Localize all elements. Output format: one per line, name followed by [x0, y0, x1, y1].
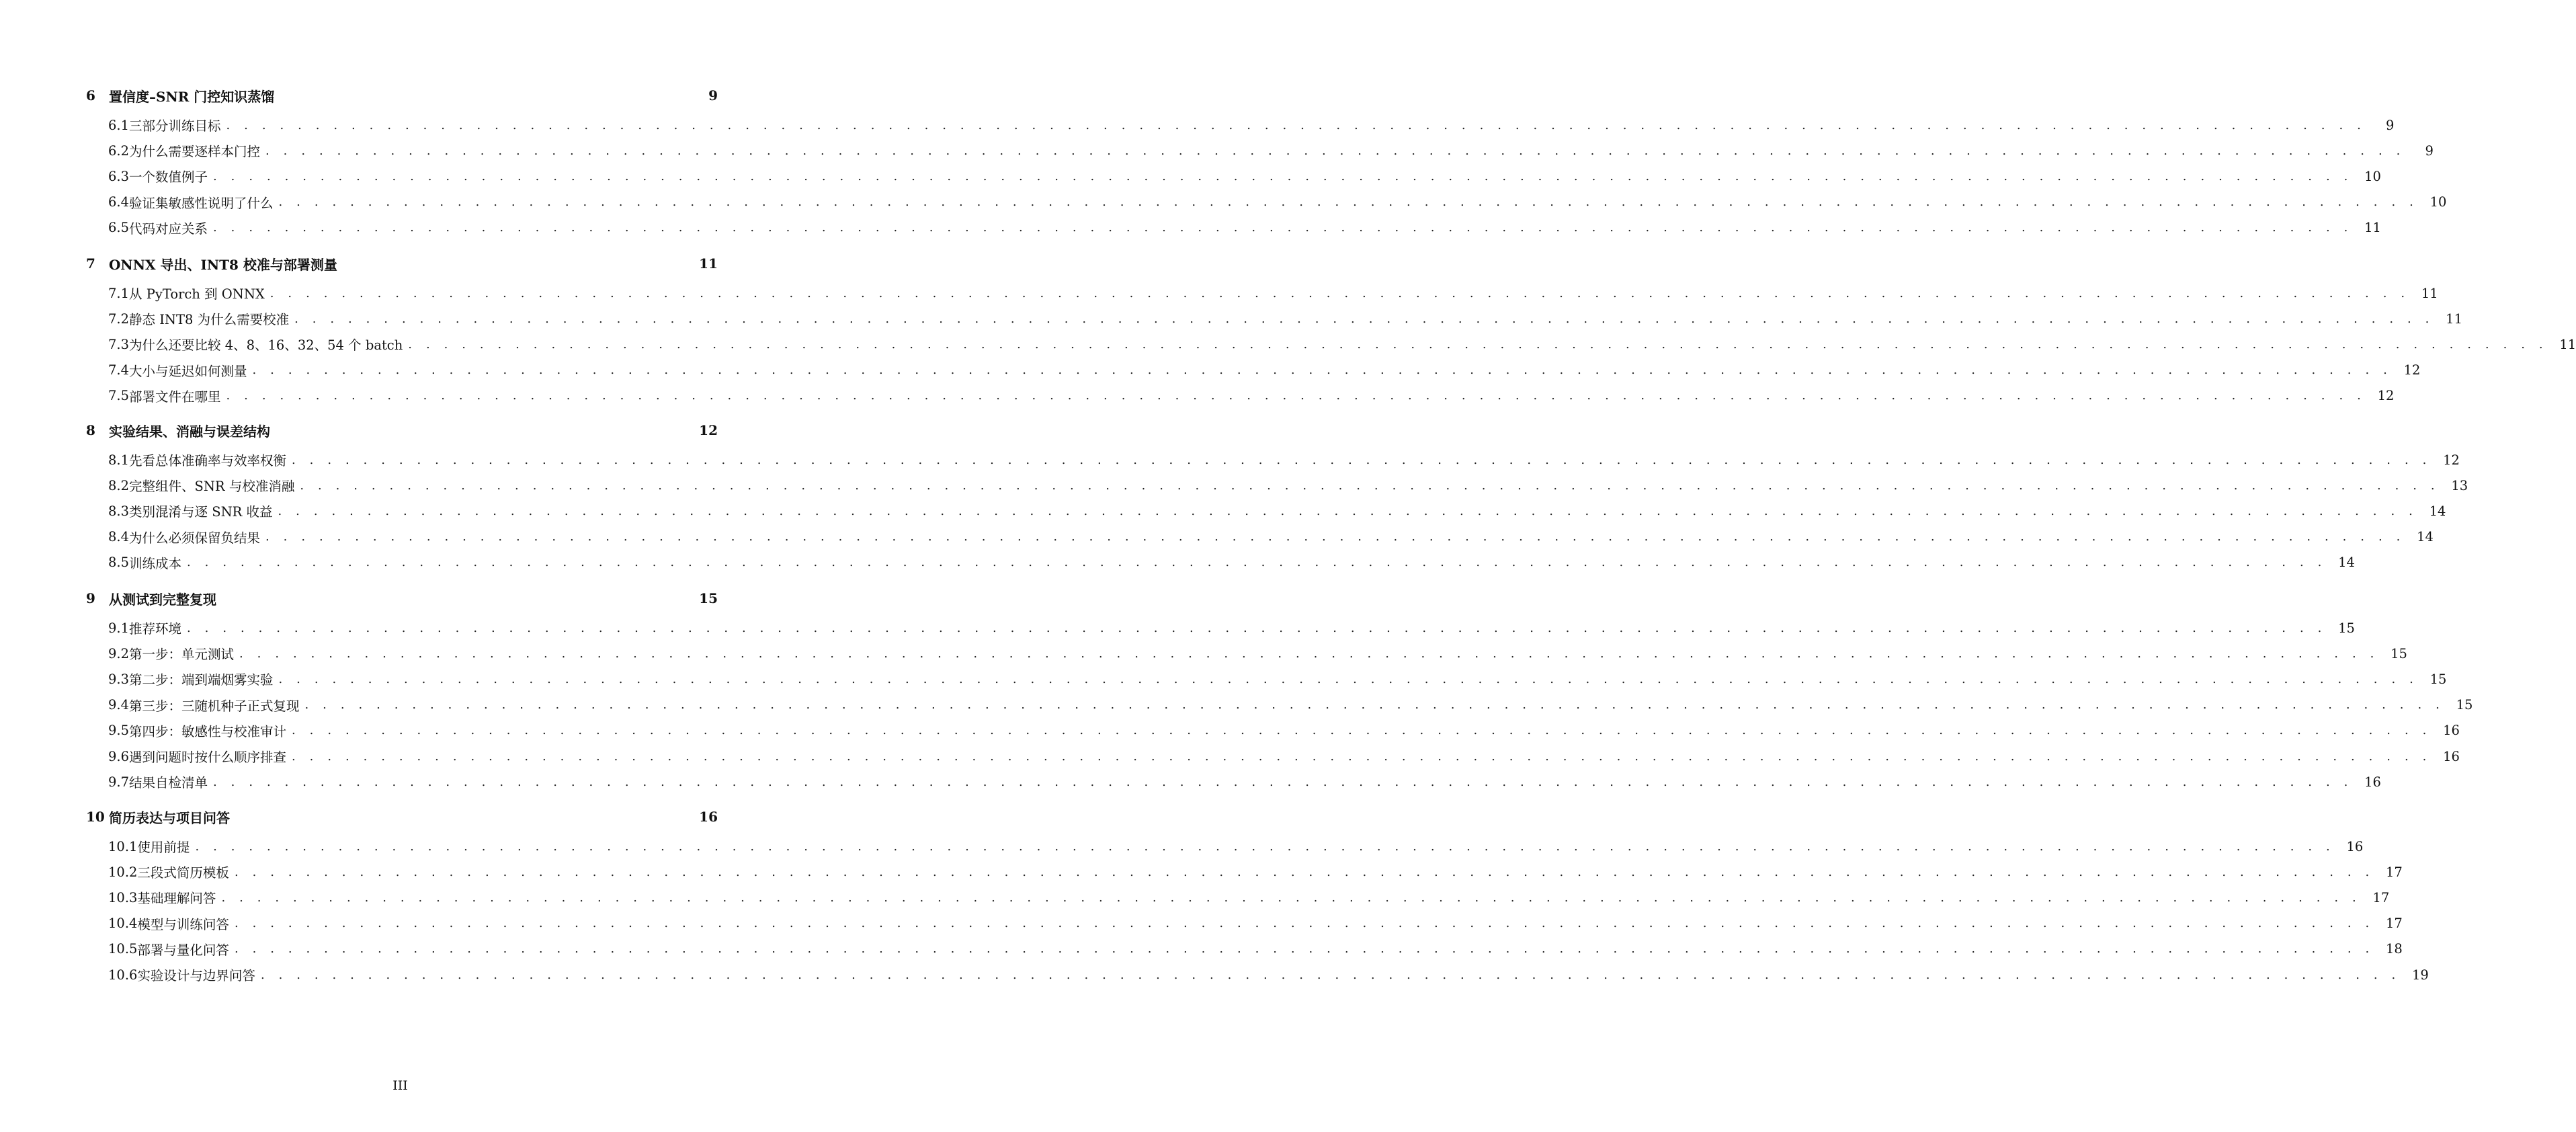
dot-leader: . . . . . . . . . . . . . . . . . . . . . . . . . . . . . . . . . . . . . . . . . . . . . . . . . . . . . . . . . . . . . . . . . . . . . . . . . . . . . . . . . . . . . . . . . . . . . . . . . . . . . . . . . . . . . . . . . . . . . . . .: [278, 672, 2419, 686]
toc-section-title: 从测试到完整复现: [109, 591, 216, 608]
toc-subsection-title: 第二步：端到端烟雾实验: [129, 672, 274, 688]
toc-subsection-title: 基础理解问答: [137, 891, 216, 907]
toc-subsection-title: 推荐环境: [129, 621, 182, 637]
toc-subsection-page: 16: [2364, 774, 2381, 790]
toc-subsection-number: 7.4: [108, 362, 130, 378]
toc-subsection-6.2[interactable]: [108, 140, 2434, 161]
toc-subsection-title: 为什么需要逐样本门控: [129, 144, 261, 160]
toc-section-7[interactable]: [86, 253, 718, 274]
dot-leader: . . . . . . . . . . . . . . . . . . . . . . . . . . . . . . . . . . . . . . . . . . . . . . . . . . . . . . . . . . . . . . . . . . . . . . . . . . . . . . . . . . . . . . . . . . . . . . . . . . . . . . . . . . . . . . . . . . . . . . . .: [239, 646, 2379, 661]
toc-subsection-9.5[interactable]: [108, 720, 2460, 741]
toc-subsection-title: 遇到问题时按什么顺序排查: [129, 750, 287, 765]
toc-section-number: 10: [86, 809, 105, 825]
toc-section-title: 置信度–SNR 门控知识蒸馏: [109, 88, 275, 105]
toc-subsection-page: 17: [2372, 889, 2390, 905]
toc-subsection-title: 先看总体准确率与效率权衡: [129, 453, 287, 469]
dot-leader: . . . . . . . . . . . . . . . . . . . . . . . . . . . . . . . . . . . . . . . . . . . . . . . . . . . . . . . . . . . . . . . . . . . . . . . . . . . . . . . . . . . . . . . . . . . . . . . . . . . . . . . . . . . . . . . . . . . . . . . .: [213, 774, 2353, 789]
toc-subsection-page: 14: [2338, 555, 2355, 571]
toc-subsection-title: 第三步：三随机种子正式复现: [129, 698, 300, 714]
toc-section-8[interactable]: [86, 419, 718, 441]
toc-subsection-7.4[interactable]: [108, 360, 2421, 381]
toc-subsection-page: 15: [2429, 671, 2447, 687]
dot-leader: . . . . . . . . . . . . . . . . . . . . . . . . . . . . . . . . . . . . . . . . . . . . . . . . . . . . . . . . . . . . . . . . . . . . . . . . . . . . . . . . . . . . . . . . . . . . . . . . . . . . . . . . . . . . . . . . . . . . . . . .: [294, 311, 2434, 326]
toc-subsection-9.3[interactable]: [108, 668, 2447, 690]
toc-subsection-title: 训练成本: [129, 555, 182, 571]
dot-leader: . . . . . . . . . . . . . . . . . . . . . . . . . . . . . . . . . . . . . . . . . . . . . . . . . . . . . . . . . . . . . . . . . . . . . . . . . . . . . . . . . . . . . . . . . . . . . . . . . . . . . . . . . . . . . . . . . . . . . . . .: [226, 118, 2366, 132]
toc-subsection-9.2[interactable]: [108, 643, 2407, 664]
toc-subsection-page: 17: [2386, 864, 2403, 880]
dot-leader: . . . . . . . . . . . . . . . . . . . . . . . . . . . . . . . . . . . . . . . . . . . . . . . . . . . . . . . . . . . . . . . . . . . . . . . . . . . . . . . . . . . . . . . . . . . . . . . . . . . . . . . . . . . . . . . . . . . . . . . .: [260, 967, 2401, 982]
toc-subsection-8.4[interactable]: [108, 526, 2434, 548]
toc-section-page: 12: [699, 422, 718, 438]
toc-subsection-number: 9.4: [108, 697, 130, 713]
toc-subsection-page: 16: [2346, 838, 2364, 854]
toc-subsection-8.2[interactable]: [108, 475, 2468, 496]
toc-subsection-page: 9: [2425, 143, 2434, 159]
toc-subsection-page: 10: [2429, 194, 2447, 210]
toc-subsection-page: 11: [2364, 220, 2381, 236]
toc-subsection-page: 16: [2443, 748, 2460, 764]
toc-subsection-title: 使用前提: [137, 840, 190, 855]
dot-leader: . . . . . . . . . . . . . . . . . . . . . . . . . . . . . . . . . . . . . . . . . . . . . . . . . . . . . . . . . . . . . . . . . . . . . . . . . . . . . . . . . . . . . . . . . . . . . . . . . . . . . . . . . . . . . . . . . . . . . . . .: [292, 723, 2432, 738]
toc-subsection-title: 部署文件在哪里: [129, 389, 221, 405]
toc-section-number: 6: [86, 87, 95, 104]
toc-subsection-title: 为什么必须保留负结果: [129, 530, 261, 546]
toc-subsection-7.3[interactable]: [108, 333, 2576, 355]
toc-subsection-8.3[interactable]: [108, 500, 2446, 522]
toc-subsection-6.3[interactable]: [108, 165, 2381, 187]
toc-subsection-number: 8.2: [108, 477, 130, 493]
toc-subsection-number: 7.5: [108, 388, 130, 404]
toc-subsection-number: 9.3: [108, 671, 130, 687]
toc-section-page: 11: [699, 255, 718, 272]
toc-subsection-number: 6.1: [108, 117, 130, 133]
toc-subsection-title: 类别混淆与逐 SNR 收益: [129, 504, 273, 520]
toc-subsection-number: 9.2: [108, 645, 130, 661]
toc-section-page: 16: [699, 809, 718, 825]
toc-subsection-number: 6.4: [108, 194, 130, 210]
toc-subsection-page: 14: [2417, 529, 2434, 545]
toc-section-page: 15: [699, 590, 718, 606]
toc-subsection-number: 9.7: [108, 774, 130, 790]
dot-leader: . . . . . . . . . . . . . . . . . . . . . . . . . . . . . . . . . . . . . . . . . . . . . . . . . . . . . . . . . . . . . . . . . . . . . . . . . . . . . . . . . . . . . . . . . . . . . . . . . . . . . . . . . . . . . . . . . . . . . . . .: [265, 530, 2405, 544]
toc-subsection-title: 第一步：单元测试: [129, 647, 235, 663]
toc-subsection-title: 三部分训练目标: [129, 118, 221, 134]
toc-subsection-title: 部署与量化问答: [137, 942, 229, 958]
dot-leader: . . . . . . . . . . . . . . . . . . . . . . . . . . . . . . . . . . . . . . . . . . . . . . . . . . . . . . . . . . . . . . . . . . . . . . . . . . . . . . . . . . . . . . . . . . . . . . . . . . . . . . . . . . . . . . . . . . . . . . . .: [278, 503, 2418, 518]
toc-section-number: 7: [86, 255, 95, 272]
toc-subsection-page: 11: [2421, 285, 2438, 301]
toc-subsection-page: 10: [2364, 168, 2381, 184]
dot-leader: . . . . . . . . . . . . . . . . . . . . . . . . . . . . . . . . . . . . . . . . . . . . . . . . . . . . . . . . . . . . . . . . . . . . . . . . . . . . . . . . . . . . . . . . . . . . . . . . . . . . . . . . . . . . . . . . . . . . . . . .: [187, 555, 2327, 570]
toc-subsection-6.4[interactable]: [108, 192, 2447, 213]
toc-subsection-title: 模型与训练问答: [137, 916, 229, 932]
dot-leader: . . . . . . . . . . . . . . . . . . . . . . . . . . . . . . . . . . . . . . . . . . . . . . . . . . . . . . . . . . . . . . . . . . . . . . . . . . . . . . . . . . . . . . . . . . . . . . . . . . . . . . . . . . . . . . . . . . . . . . . .: [300, 478, 2440, 493]
toc-subsection-number: 8.1: [108, 452, 130, 468]
toc-section-6[interactable]: [86, 85, 718, 106]
toc-subsection-6.1[interactable]: [108, 114, 2395, 136]
toc-subsection-title: 验证集敏感性说明了什么: [129, 195, 274, 211]
dot-leader: . . . . . . . . . . . . . . . . . . . . . . . . . . . . . . . . . . . . . . . . . . . . . . . . . . . . . . . . . . . . . . . . . . . . . . . . . . . . . . . . . . . . . . . . . . . . . . . . . . . . . . . . . . . . . . . . . . . . . . . .: [234, 916, 2374, 931]
toc-subsection-page: 15: [2338, 620, 2355, 636]
toc-section-title: ONNX 导出、INT8 校准与部署测量: [109, 256, 337, 273]
toc-section-title: 实验结果、消融与误差结构: [109, 423, 270, 440]
toc-subsection-page: 11: [2446, 311, 2462, 327]
toc-section-number: 8: [86, 422, 95, 438]
toc-subsection-number: 6.2: [108, 143, 130, 159]
dot-leader: . . . . . . . . . . . . . . . . . . . . . . . . . . . . . . . . . . . . . . . . . . . . . . . . . . . . . . . . . . . . . . . . . . . . . . . . . . . . . . . . . . . . . . . . . . . . . . . . . . . . . . . . . . . . . . . . . . . . . . . .: [269, 286, 2410, 300]
dot-leader: . . . . . . . . . . . . . . . . . . . . . . . . . . . . . . . . . . . . . . . . . . . . . . . . . . . . . . . . . . . . . . . . . . . . . . . . . . . . . . . . . . . . . . . . . . . . . . . . . . . . . . . . . . . . . . . . . . . . . . . .: [252, 363, 2393, 378]
toc-subsection-number: 9.1: [108, 620, 130, 636]
toc-subsection-10.5[interactable]: [108, 938, 2403, 960]
toc-subsection-page: 15: [2391, 645, 2407, 661]
toc-subsection-title: 结果自检清单: [129, 775, 208, 791]
toc-subsection-title: 代码对应关系: [129, 220, 208, 237]
toc-subsection-6.5[interactable]: [108, 217, 2381, 239]
toc-subsection-title: 三段式简历模板: [137, 865, 229, 881]
toc-subsection-10.4[interactable]: [108, 913, 2403, 934]
toc-subsection-8.1[interactable]: [108, 449, 2460, 471]
toc-subsection-number: 9.6: [108, 748, 130, 764]
toc-subsection-page: 17: [2386, 916, 2403, 932]
toc-section-title: 简历表达与项目问答: [109, 809, 230, 826]
toc-subsection-9.4[interactable]: [108, 694, 2473, 716]
toc-subsection-page: 18: [2386, 941, 2403, 957]
toc-subsection-9.7[interactable]: [108, 771, 2381, 793]
dot-leader: . . . . . . . . . . . . . . . . . . . . . . . . . . . . . . . . . . . . . . . . . . . . . . . . . . . . . . . . . . . . . . . . . . . . . . . . . . . . . . . . . . . . . . . . . . . . . . . . . . . . . . . . . . . . . . . . . . . . . . . .: [292, 749, 2432, 764]
toc-subsection-title: 一个数值例子: [129, 169, 208, 186]
toc-subsection-page: 19: [2412, 967, 2429, 983]
toc-subsection-page: 12: [2377, 388, 2395, 404]
toc-subsection-number: 6.3: [108, 168, 130, 184]
toc-section-number: 9: [86, 590, 95, 606]
toc-subsection-number: 10.5: [108, 941, 138, 957]
toc-subsection-number: 8.4: [108, 529, 130, 545]
dot-leader: . . . . . . . . . . . . . . . . . . . . . . . . . . . . . . . . . . . . . . . . . . . . . . . . . . . . . . . . . . . . . . . . . . . . . . . . . . . . . . . . . . . . . . . . . . . . . . . . . . . . . . . . . . . . . . . . . . . . . . . .: [304, 698, 2445, 713]
toc-subsection-number: 7.2: [108, 311, 130, 327]
dot-leader: . . . . . . . . . . . . . . . . . . . . . . . . . . . . . . . . . . . . . . . . . . . . . . . . . . . . . . . . . . . . . . . . . . . . . . . . . . . . . . . . . . . . . . . . . . . . . . . . . . . . . . . . . . . . . . . . . . . . . . . .: [234, 864, 2374, 879]
toc-subsection-number: 10.6: [108, 967, 138, 983]
toc-subsection-title: 从 PyTorch 到 ONNX: [129, 286, 265, 302]
toc-subsection-page: 12: [2443, 452, 2460, 468]
toc-subsection-title: 静态 INT8 为什么需要校准: [129, 312, 290, 328]
toc-subsection-page: 15: [2456, 697, 2473, 713]
toc-subsection-number: 8.5: [108, 555, 130, 571]
toc-section-10[interactable]: [86, 806, 718, 827]
dot-leader: . . . . . . . . . . . . . . . . . . . . . . . . . . . . . . . . . . . . . . . . . . . . . . . . . . . . . . . . . . . . . . . . . . . . . . . . . . . . . . . . . . . . . . . . . . . . . . . . . . . . . . . . . . . . . . . . . . . . . . . .: [213, 169, 2353, 184]
toc-subsection-page: 13: [2451, 477, 2468, 493]
dot-leader: . . . . . . . . . . . . . . . . . . . . . . . . . . . . . . . . . . . . . . . . . . . . . . . . . . . . . . . . . . . . . . . . . . . . . . . . . . . . . . . . . . . . . . . . . . . . . . . . . . . . . . . . . . . . . . . . . . . . . . . .: [234, 942, 2374, 957]
toc-subsection-7.2[interactable]: [108, 308, 2462, 329]
toc-subsection-number: 9.5: [108, 723, 130, 739]
toc-subsection-7.5[interactable]: [108, 385, 2395, 407]
toc-subsection-title: 第四步：敏感性与校准审计: [129, 723, 287, 739]
toc-subsection-8.5[interactable]: [108, 552, 2355, 573]
toc-subsection-7.1[interactable]: [108, 282, 2438, 304]
dot-leader: . . . . . . . . . . . . . . . . . . . . . . . . . . . . . . . . . . . . . . . . . . . . . . . . . . . . . . . . . . . . . . . . . . . . . . . . . . . . . . . . . . . . . . . . . . . . . . . . . . . . . . . . . . . . . . . . . . . . . . . .: [292, 452, 2432, 467]
toc-section-page: 9: [708, 87, 718, 104]
toc-subsection-page: 11: [2559, 336, 2576, 352]
dot-leader: . . . . . . . . . . . . . . . . . . . . . . . . . . . . . . . . . . . . . . . . . . . . . . . . . . . . . . . . . . . . . . . . . . . . . . . . . . . . . . . . . . . . . . . . . . . . . . . . . . . . . . . . . . . . . . . . . . . . . . . .: [226, 389, 2366, 403]
toc-subsection-title: 大小与延迟如何测量: [129, 363, 247, 379]
toc-subsection-page: 16: [2443, 723, 2460, 739]
toc-subsection-page: 12: [2403, 362, 2421, 378]
toc-section-9[interactable]: [86, 588, 718, 609]
toc-subsection-number: 10.4: [108, 916, 138, 932]
toc-subsection-number: 10.2: [108, 864, 138, 880]
toc-subsection-9.6[interactable]: [108, 745, 2460, 767]
page-number-footer: III: [392, 1078, 408, 1093]
toc-subsection-number: 7.3: [108, 336, 130, 352]
toc-subsection-10.1[interactable]: [108, 836, 2364, 857]
dot-leader: . . . . . . . . . . . . . . . . . . . . . . . . . . . . . . . . . . . . . . . . . . . . . . . . . . . . . . . . . . . . . . . . . . . . . . . . . . . . . . . . . . . . . . . . . . . . . . . . . . . . . . . . . . . . . . . . . . . . . . . .: [408, 337, 2548, 352]
dot-leader: . . . . . . . . . . . . . . . . . . . . . . . . . . . . . . . . . . . . . . . . . . . . . . . . . . . . . . . . . . . . . . . . . . . . . . . . . . . . . . . . . . . . . . . . . . . . . . . . . . . . . . . . . . . . . . . . . . . . . . . .: [265, 143, 2405, 158]
toc-subsection-9.1[interactable]: [108, 617, 2355, 639]
dot-leader: . . . . . . . . . . . . . . . . . . . . . . . . . . . . . . . . . . . . . . . . . . . . . . . . . . . . . . . . . . . . . . . . . . . . . . . . . . . . . . . . . . . . . . . . . . . . . . . . . . . . . . . . . . . . . . . . . . . . . . . .: [278, 195, 2419, 210]
toc-subsection-page: 14: [2429, 503, 2446, 519]
toc-subsection-number: 6.5: [108, 220, 130, 236]
toc-subsection-title: 为什么还要比较 4、8、16、32、54 个 batch: [129, 337, 403, 354]
toc-subsection-page: 9: [2386, 117, 2395, 133]
toc-subsection-title: 实验设计与边界问答: [137, 968, 255, 983]
toc-subsection-title: 完整组件、SNR 与校准消融: [129, 479, 295, 495]
dot-leader: . . . . . . . . . . . . . . . . . . . . . . . . . . . . . . . . . . . . . . . . . . . . . . . . . . . . . . . . . . . . . . . . . . . . . . . . . . . . . . . . . . . . . . . . . . . . . . . . . . . . . . . . . . . . . . . . . . . . . . . .: [187, 620, 2327, 635]
dot-leader: . . . . . . . . . . . . . . . . . . . . . . . . . . . . . . . . . . . . . . . . . . . . . . . . . . . . . . . . . . . . . . . . . . . . . . . . . . . . . . . . . . . . . . . . . . . . . . . . . . . . . . . . . . . . . . . . . . . . . . . .: [195, 839, 2335, 854]
toc-subsection-10.2[interactable]: [108, 861, 2403, 883]
toc-subsection-10.3[interactable]: [108, 887, 2390, 908]
toc-subsection-number: 7.1: [108, 285, 130, 301]
dot-leader: . . . . . . . . . . . . . . . . . . . . . . . . . . . . . . . . . . . . . . . . . . . . . . . . . . . . . . . . . . . . . . . . . . . . . . . . . . . . . . . . . . . . . . . . . . . . . . . . . . . . . . . . . . . . . . . . . . . . . . . .: [221, 890, 2362, 905]
toc-subsection-number: 8.3: [108, 503, 130, 519]
dot-leader: . . . . . . . . . . . . . . . . . . . . . . . . . . . . . . . . . . . . . . . . . . . . . . . . . . . . . . . . . . . . . . . . . . . . . . . . . . . . . . . . . . . . . . . . . . . . . . . . . . . . . . . . . . . . . . . . . . . . . . . .: [213, 220, 2353, 235]
toc-subsection-number: 10.3: [108, 889, 138, 905]
toc-subsection-10.6[interactable]: [108, 964, 2429, 985]
toc-subsection-number: 10.1: [108, 838, 138, 854]
